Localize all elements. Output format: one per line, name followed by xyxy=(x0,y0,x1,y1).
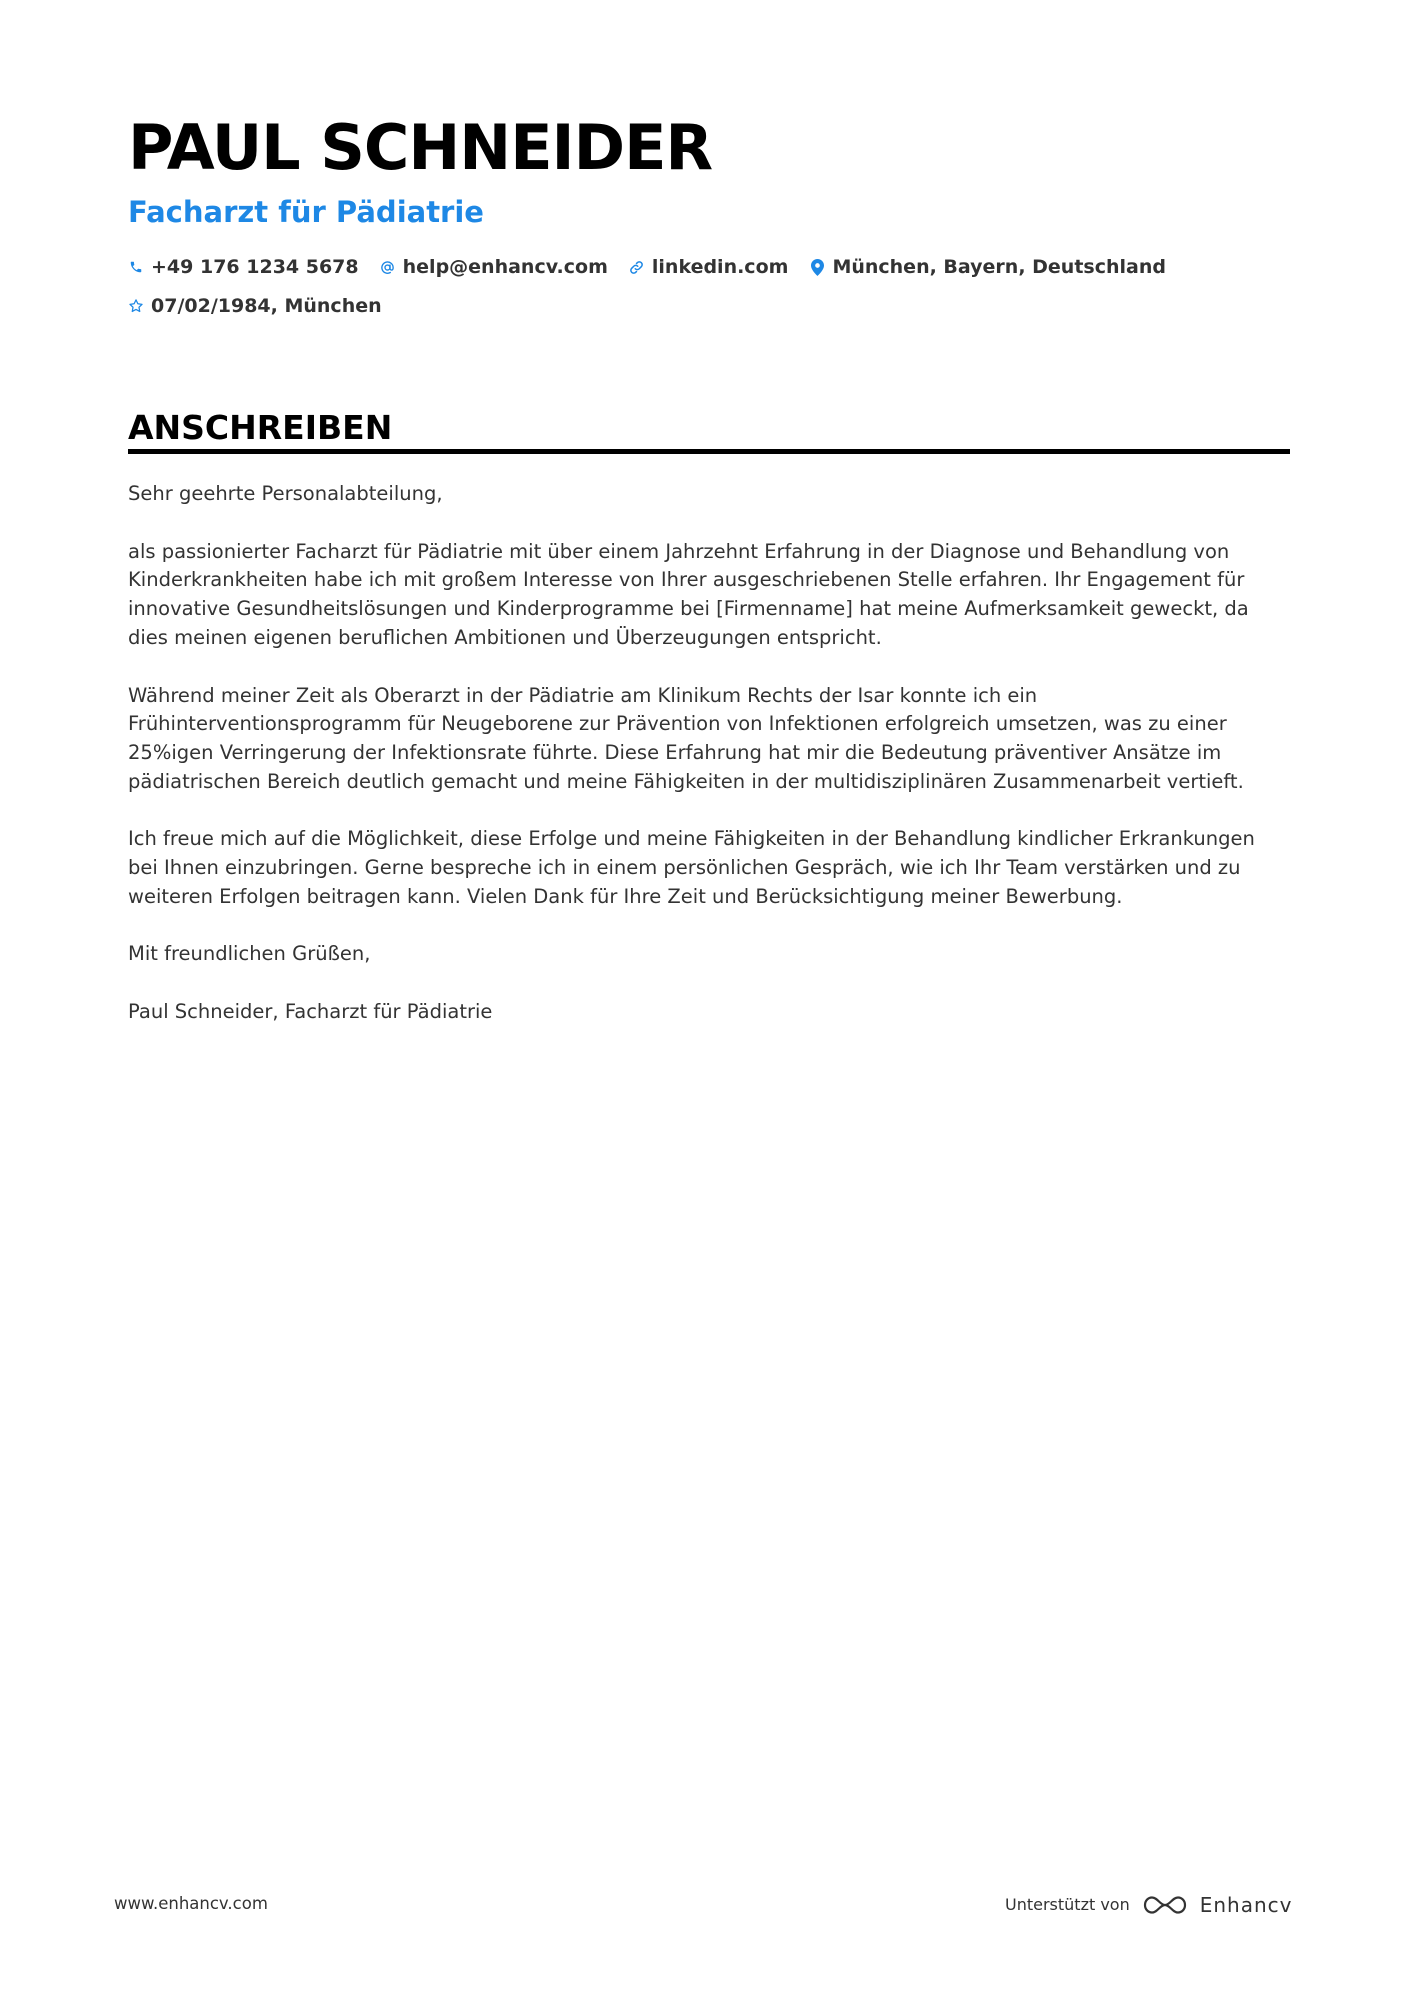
letter-closing: Mit freundlichen Grüßen, xyxy=(128,942,371,966)
section-title: ANSCHREIBEN xyxy=(128,408,393,447)
letter-paragraph: Während meiner Zeit als Oberarzt in der Pädiatrie am Klinikum Rechts der Isar konnte ich ein Frühinterventionsprogramm für Neugeborene zur Prävention von Infektionen erfolgreich umsetzen, was zu einer 25%igen Verringerung der Infektionsrate führte. Diese Erfahrung hat mir die Bedeutung präventiver Ansätze im pädiatrischen Bereich deutlich gemacht und meine Fähigkeiten in der multidisziplinären Zusammenarbeit vertieft. xyxy=(128,683,1244,793)
candidate-name: PAUL SCHNEIDER xyxy=(128,111,713,184)
phone-number: +49 176 1234 5678 xyxy=(151,256,359,278)
section-divider xyxy=(128,449,1290,454)
letter-body xyxy=(128,480,1290,1056)
birthdate-place: 07/02/1984, München xyxy=(151,295,382,317)
location: München, Bayern, Deutschland xyxy=(832,256,1166,278)
powered-by-label: Unterstützt von xyxy=(1005,1895,1130,1914)
linkedin-url: linkedin.com xyxy=(651,256,789,278)
enhancv-logo-icon xyxy=(1142,1893,1188,1917)
at-icon xyxy=(380,257,396,277)
email-address: help@enhancv.com xyxy=(402,256,608,278)
contact-linkedin xyxy=(629,253,789,281)
job-title: Facharzt für Pädiatrie xyxy=(128,195,484,229)
contact-phone xyxy=(128,253,359,281)
letter-salutation: Sehr geehrte Personalabteilung, xyxy=(128,482,443,505)
contact-birthdate xyxy=(128,292,382,320)
contact-row xyxy=(128,253,1187,281)
phone-icon xyxy=(128,257,144,277)
contact-email xyxy=(380,253,608,281)
letter-signature: Paul Schneider, Facharzt für Pädiatrie xyxy=(128,1000,493,1024)
contact-row xyxy=(128,292,403,320)
location-pin-icon xyxy=(809,257,825,277)
brand-name: Enhancv xyxy=(1199,1893,1293,1917)
star-icon xyxy=(128,296,144,316)
letter-paragraph: als passionierter Facharzt für Pädiatrie mit über einem Jahrzehnt Erfahrung in der Diagnose und Behandlung von Kinderkrankheiten habe ich mit großem Interesse von Ihrer ausgeschriebenen Stelle erfahren. Ihr Engagement für innovative Gesundheitslösungen und Kinderprogramme bei [Firmenname] hat meine Aufmerksamkeit geweckt, da dies meinen eigenen beruflichen Ambitionen und Überzeugungen entspricht. xyxy=(128,539,1249,649)
letter-paragraph: Ich freue mich auf die Möglichkeit, diese Erfolge und meine Fähigkeiten in der Behandlung kindlicher Erkrankungen bei Ihnen einzubringen. Gerne bespreche ich in einem persönlichen Gespräch, wie ich Ihr Team verstärken und zu weiteren Erfolgen beitragen kann. Vielen Dank für Ihre Zeit und Berücksichtigung meiner Bewerbung. xyxy=(128,827,1255,908)
link-icon xyxy=(629,257,645,277)
footer-powered-by[interactable] xyxy=(1005,1890,1293,1920)
contact-location xyxy=(809,253,1166,281)
footer-website-link[interactable]: www.enhancv.com xyxy=(114,1894,268,1913)
